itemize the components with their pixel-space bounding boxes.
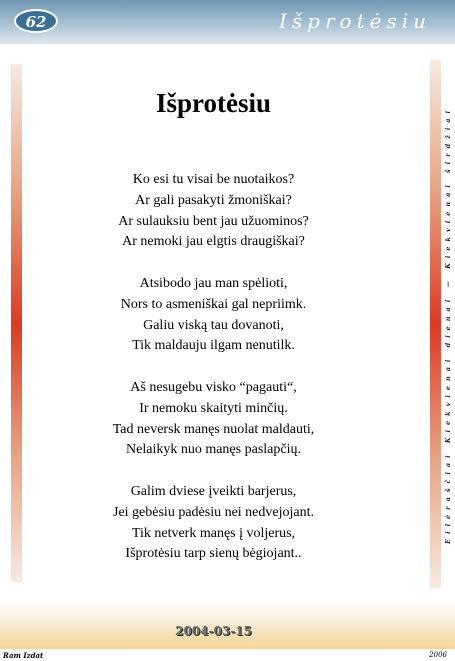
poem-line: Nors to asmeniškai gal nepriimk. xyxy=(120,296,307,312)
poem-line: Ko esi tu visai be nuotaikos? xyxy=(132,172,295,187)
poem-body xyxy=(0,170,427,586)
poem-line: Ar sulauksiu bent jau užuominos? xyxy=(118,213,309,229)
poem-line: Ir nemoku skaityti minčių. xyxy=(139,400,288,416)
stanza-3 xyxy=(0,378,427,461)
side-caption-text: Eilėraščiai Kiekvienai dienai — Kiekvienai širdžiai xyxy=(444,106,452,544)
year-label: 2006 xyxy=(429,651,447,659)
header-band xyxy=(0,0,455,44)
poem-line: Jei gebėsiu padėsiu nei nedvejojant. xyxy=(113,504,314,520)
poem-line: Tik netverk manęs į voljerus, xyxy=(131,525,296,541)
stanza-1 xyxy=(0,170,427,253)
poem-line: Nelaikyk nuo manęs paslapčių. xyxy=(126,442,301,458)
poem-line: Tik maldauju ilgam nenutilk. xyxy=(132,338,295,354)
poem-line: Galim dviese įveikti barjerus, xyxy=(130,483,297,499)
poem-line: Ar gali pasakyti žmoniškai? xyxy=(135,192,292,208)
poem-title: Išprotėsiu xyxy=(155,88,272,118)
header-title: Išprotėsiu xyxy=(279,9,431,33)
poem-line: Tad neversk manęs nuolat maldauti, xyxy=(112,421,315,437)
right-decorative-bar xyxy=(430,60,441,588)
poem-line: Galiu viską tau dovanoti, xyxy=(143,317,284,333)
page-number-badge: 62 xyxy=(14,9,58,33)
poem-line: Atsibodo jau man spėlioti, xyxy=(139,275,288,291)
poem-date: 2004-03-15 xyxy=(175,624,252,638)
stanza-4 xyxy=(0,482,427,565)
side-caption xyxy=(441,58,455,592)
stanza-2 xyxy=(0,274,427,357)
poem-line: Išprotėsiu tarp sienų bėgiojant.. xyxy=(125,546,302,562)
poem-line: Aš nesugebu visko “pagauti“, xyxy=(130,379,297,395)
poem-line: Ar nemoki jau elgtis draugiškai? xyxy=(122,234,305,250)
publisher-label: Ram Izdat xyxy=(3,651,44,660)
